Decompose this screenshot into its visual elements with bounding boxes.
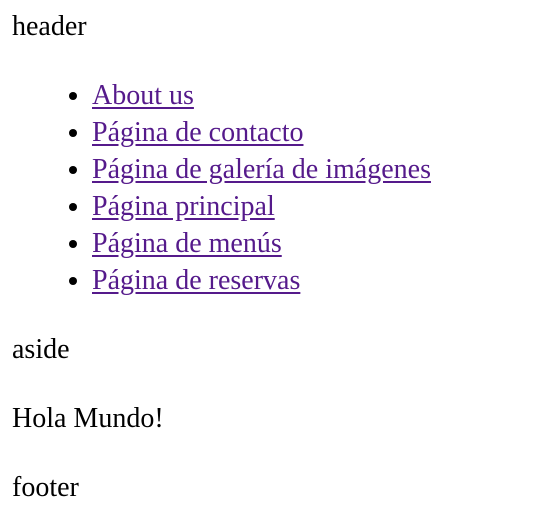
aside-label: aside (12, 334, 70, 365)
nav-list-item (92, 225, 522, 262)
nav-link-about-us[interactable]: About us (92, 80, 194, 111)
main-text: Hola Mundo! (12, 403, 164, 434)
nav-list-item (92, 151, 522, 188)
nav-link-contacto[interactable]: Página de contacto (92, 117, 304, 148)
nav-link-reservas[interactable]: Página de reservas (92, 265, 301, 296)
nav-link-principal[interactable]: Página principal (92, 191, 275, 222)
nav-list-item (92, 188, 522, 225)
nav-list-item (92, 262, 522, 299)
nav-list (12, 77, 522, 299)
main-nav (12, 77, 522, 299)
nav-link-menus[interactable]: Página de menús (92, 228, 282, 259)
footer-label: footer (12, 472, 79, 503)
nav-link-galeria[interactable]: Página de galería de imágenes (92, 154, 431, 185)
page-footer (12, 469, 522, 506)
header-label: header (12, 11, 87, 42)
page-main (12, 400, 522, 437)
nav-list-item (92, 114, 522, 151)
page-header (12, 8, 522, 45)
nav-list-item (92, 77, 522, 114)
page-aside (12, 331, 522, 368)
